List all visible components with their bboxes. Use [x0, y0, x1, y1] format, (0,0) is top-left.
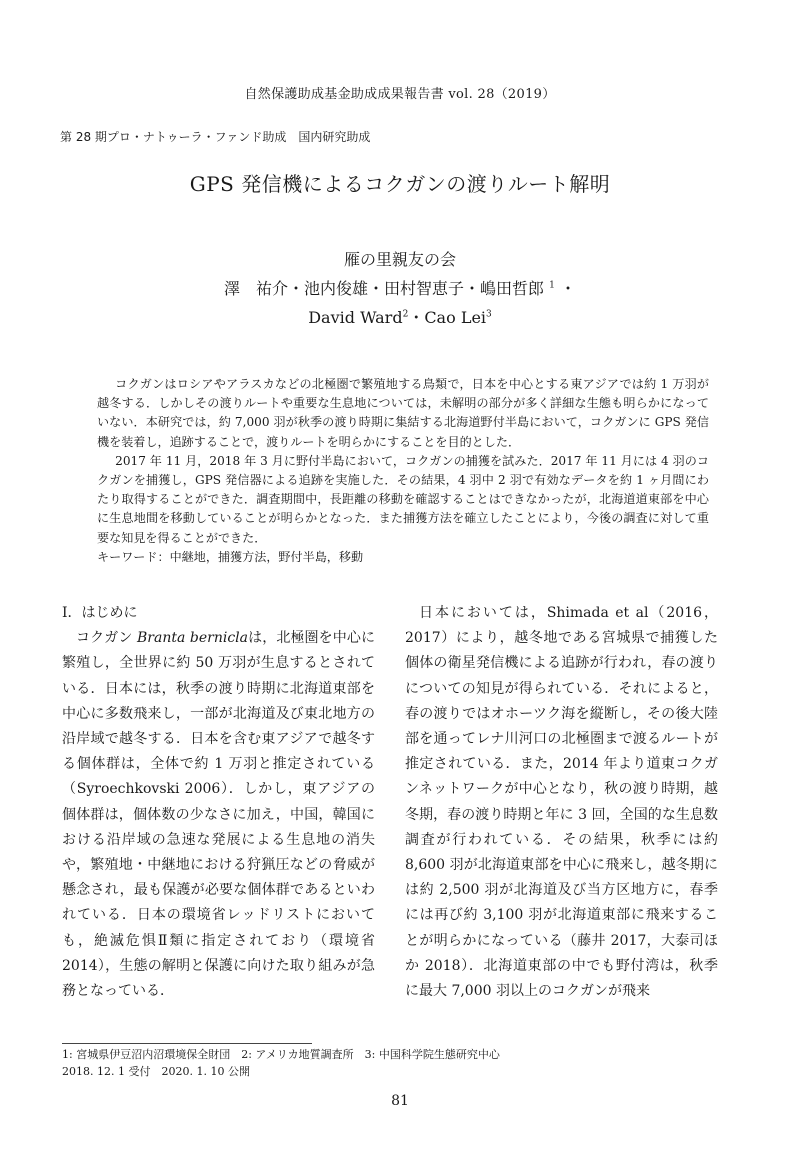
organization: 雁の里親友の会 [343, 250, 456, 269]
body-column-right [405, 601, 718, 1004]
author-names: 澤 祐介・池内俊雄・田村智恵子・嶋田哲郎 [224, 279, 545, 298]
abstract [97, 375, 709, 567]
footnote-rule [62, 1043, 312, 1044]
author-affil-3: 3 [486, 309, 492, 320]
footnote-affiliations: 1: 宮城県伊豆沼内沼環境保全財団 2: アメリカ地質調査所 3: 中国科学院生態研究中心 [62, 1048, 500, 1061]
author-affil-2: 2 [402, 309, 409, 320]
body-text: は，北極圏を中心に繁殖し，全世界に約 50 万羽が生息するとされている．日本には，秋季の渡り時期に北海道東部を中心に多数飛来し，一部が北海道及び東北地方の沿岸域で越冬する．日本を含む東アジアで越冬する個体群は，全体で約 1 万羽と推定されている（Syroechkovski 2006）．しかし，東アジアの個体群は，個体数の少なさに加え，中国，韓国における沿岸域の急速な発展による生息地の消失や，繁殖地・中継地における狩猟圧などの脅威が懸念され，最も保護が必要な個体群であるといわれている．日本の環境省レッドリストにおいても，絶滅危惧Ⅱ類に指定されており（環境省 2014），生態の解明と保護に向けた取り組みが急務となっている． [62, 630, 376, 1000]
section-heading: Ⅰ．はじめに [62, 605, 138, 621]
author-sep: ・ [408, 308, 425, 327]
author-ward: David Ward [308, 308, 403, 327]
body-paragraph-right: 日本においては，Shimada et al（2016，2017）により，越冬地である宮城県で捕獲した個体の衛星発信機による追跡が行われ，春の渡りについての知見が得られている．それによると，春の渡りではオホーツク海を縦断し，その後大陸部を通ってレナ川河口の北極圏まで渡るルートが推定されている．また，2014 年より道東コクガンネットワークが中心となり，秋の渡り時期，越冬期，春の渡り時期と年に 3 回，全国的な生息数調査が行われている．その結果，秋季には約 8,600 羽が北海道東部を中心に飛来し，越冬期には約 2,500 羽が北海道及び当方区地方に，春季には再び約 3,100 羽が北海道東部に飛来することが明らかになっている（藤井 2017，大泰司ほか 2018）．北海道東部の中でも野付湾は，秋季に最大 7,000 羽以上のコクガンが飛来 [405, 605, 718, 1000]
author-sep: ・ [559, 279, 576, 298]
author-line-1 [0, 276, 800, 299]
grant-line: 第 28 期プロ・ナトゥーラ・ファンド助成 国内研究助成 [60, 130, 371, 144]
author-affil-1: 1 [549, 280, 555, 291]
paper-title: GPS 発信機によるコクガンの渡りルート解明 [189, 172, 611, 196]
page-number: 81 [391, 1093, 409, 1109]
author-cao: Cao Lei [424, 308, 487, 327]
footnote-dates: 2018. 12. 1 受付 2020. 1. 10 公開 [62, 1065, 250, 1078]
journal-header: 自然保護助成基金助成成果報告書 vol. 28（2019） [244, 87, 556, 102]
keywords: キーワード：中継地，捕獲方法，野付半島，移動 [97, 549, 364, 564]
species-name: Branta bernicla [137, 630, 248, 647]
abstract-para-2: 2017 年 11 月，2018 年 3 月に野付半島において，コクガンの捕獲を試みた．2017 年 11 月には 4 羽のコクガンを捕獲し，GPS 発信器による追跡を実施した．その結果，4 羽中 2 羽で有効なデータを約 1 ヶ月間にわたり取得することができた．調査期間中，長距離の移動を確認することはできなかったが，北海道道東部を中心に生息地間を移動していることが明らかとなった．また捕獲方法を確立したことにより，今後の調査に対して重要な知見を得ることができた． [97, 453, 709, 545]
body-column-left [62, 601, 375, 1004]
abstract-para-1: コクガンはロシアやアラスカなどの北極圏で繁殖地する鳥類で，日本を中心とする東アジアでは約 1 万羽が越冬する．しかしその渡りルートや重要な生息地については，未解明の部分が多く詳細な生態も明らかになっていない．本研究では，約 7,000 羽が秋季の渡り時期に集結する北海道野付半島において，コクガンに GPS 発信機を装着し，追跡することで，渡りルートを明らかにすることを目的とした． [97, 377, 709, 449]
body-paragraph-left [62, 626, 375, 1004]
body-text: コクガン [76, 630, 138, 647]
author-line-2 [0, 305, 800, 328]
